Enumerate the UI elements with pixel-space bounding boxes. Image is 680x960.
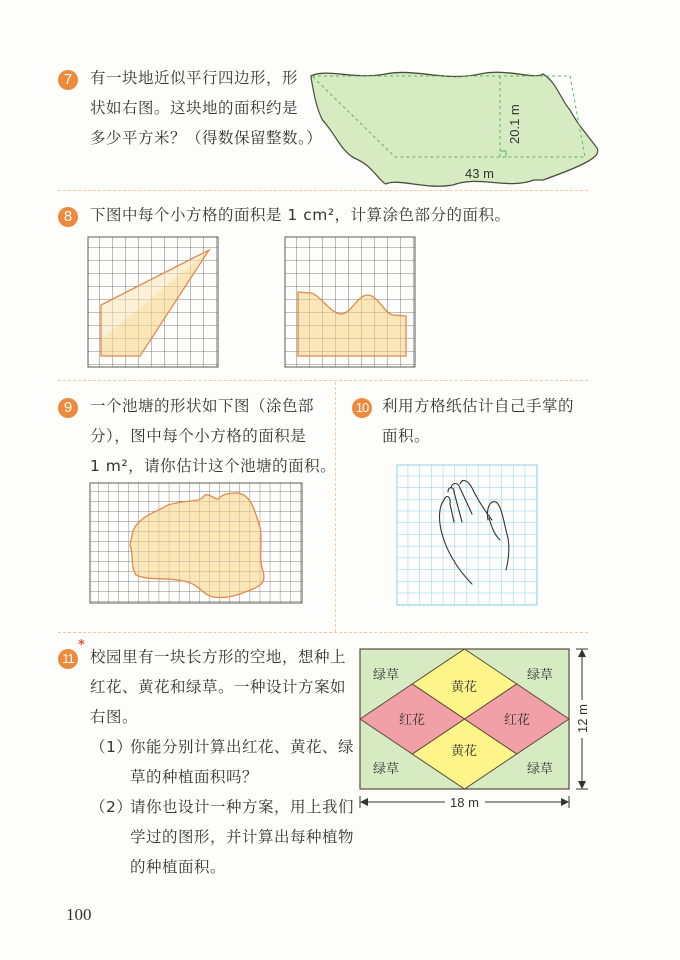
problem-9-line-3: 1 m²，请你估计这个池塘的面积。 bbox=[90, 457, 337, 475]
base-label: 43 m bbox=[465, 166, 494, 181]
sub-question-1-line-1: 你能分别计算出红花、黄花、绿 bbox=[130, 738, 355, 756]
pond-grid-figure bbox=[88, 481, 306, 607]
divider-3 bbox=[58, 632, 588, 633]
divider-1 bbox=[58, 190, 588, 191]
problem-10-line-1: 利用方格纸估计自己手掌的 bbox=[382, 397, 575, 415]
arrow-right-icon bbox=[561, 798, 569, 806]
problem-8-text: 下图中每个小方格的面积是 1 cm²，计算涂色部分的面积。 bbox=[90, 206, 511, 224]
problem-9-line-1: 一个池塘的形状如下图（涂色部 bbox=[90, 397, 315, 415]
parallelogram-land-figure bbox=[300, 60, 600, 190]
width-label: 18 m bbox=[450, 795, 479, 810]
sub-question-2-line-2: 学过的图形，并计算出每种植物 bbox=[130, 828, 355, 846]
problem-11-text bbox=[90, 642, 346, 732]
problem-7-line-3: 多少平方米？（得数保留整数。） bbox=[90, 129, 323, 147]
problem-8-number: 8 bbox=[58, 207, 78, 227]
grid-figure-quadrilateral bbox=[86, 234, 221, 369]
problem-9-line-2: 分），图中每个小方格的面积是 bbox=[90, 427, 307, 445]
sub-question-1-line-2: 草的种植面积吗？ bbox=[130, 768, 259, 786]
divider-2 bbox=[58, 380, 588, 381]
sub-question-2-line-3: 的种植面积。 bbox=[130, 858, 227, 876]
label-red-left: 红花 bbox=[399, 713, 426, 728]
grid bbox=[397, 465, 537, 605]
problem-11-number: 11 bbox=[58, 649, 78, 669]
label-yellow-bottom: 黄花 bbox=[451, 744, 478, 759]
label-red-right: 红花 bbox=[504, 713, 531, 728]
hand-grid-figure bbox=[396, 464, 541, 609]
arrow-left-icon bbox=[360, 798, 368, 806]
height-label: 12 m bbox=[575, 704, 590, 733]
sub-question-2-row bbox=[90, 792, 354, 822]
problem-10-text bbox=[382, 391, 574, 451]
grid-figure-wavy bbox=[283, 234, 418, 369]
sub-question-1-row bbox=[90, 732, 354, 762]
problem-11-line-3: 右图。 bbox=[90, 708, 139, 726]
garden-design-figure bbox=[355, 645, 600, 815]
problem-11-line-2: 红花、黄花和绿草。一种设计方案如 bbox=[90, 678, 347, 696]
label-green-top-left: 绿草 bbox=[373, 668, 400, 683]
problem-7-number: 7 bbox=[58, 70, 78, 90]
height-label: 20.1 m bbox=[507, 104, 522, 144]
problem-7-line-2: 状如右图。这块地的面积约是 bbox=[90, 99, 299, 117]
label-yellow-top: 黄花 bbox=[451, 680, 478, 695]
sub-question-1 bbox=[90, 732, 354, 792]
label-green-bottom-right: 绿草 bbox=[527, 762, 554, 777]
arrow-down-icon bbox=[578, 781, 586, 789]
arrow-up-icon bbox=[578, 649, 586, 657]
sub-question-2-label: （2） bbox=[90, 798, 133, 816]
problem-9-number: 9 bbox=[58, 398, 78, 418]
label-green-bottom-left: 绿草 bbox=[373, 762, 400, 777]
problem-11-line-1: 校园里有一块长方形的空地，想种上 bbox=[90, 648, 347, 666]
problem-7-text bbox=[90, 63, 322, 153]
problem-10-number: 10 bbox=[352, 398, 372, 418]
sub-question-2 bbox=[90, 792, 354, 882]
page-number: 100 bbox=[66, 905, 92, 924]
sub-question-1-label: （1） bbox=[90, 738, 133, 756]
problem-9-text bbox=[90, 391, 336, 481]
land-shape bbox=[311, 72, 598, 186]
problem-7-line-1: 有一块地近似平行四边形，形 bbox=[90, 69, 299, 87]
sub-question-2-line-1: 请你也设计一种方案，用上我们 bbox=[130, 798, 355, 816]
challenge-star-icon: * bbox=[78, 638, 85, 653]
label-green-top-right: 绿草 bbox=[527, 668, 554, 683]
problem-10-line-2: 面积。 bbox=[382, 427, 431, 445]
